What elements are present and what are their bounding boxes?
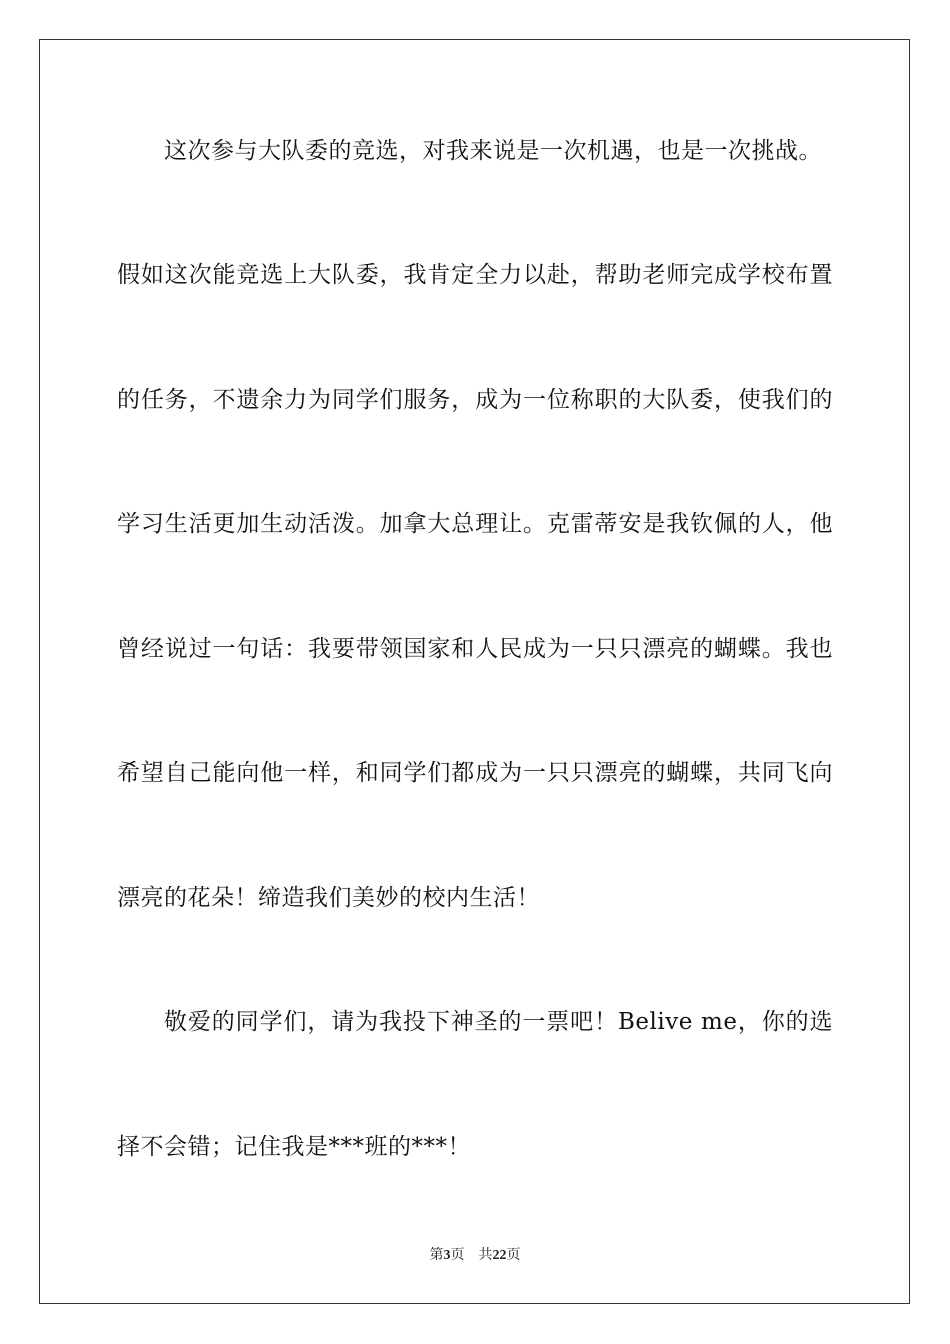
page-footer	[0, 1247, 950, 1265]
paragraph-1-line-3: 的任务，不遗余力为同学们服务，成为一位称职的大队委，使我们的	[117, 387, 833, 413]
page-border	[39, 39, 910, 1304]
total-prefix: 共	[478, 1248, 493, 1263]
page-suffix: 页	[450, 1248, 465, 1263]
page-prefix: 第	[429, 1248, 444, 1263]
total-pages: 22	[492, 1248, 507, 1263]
paragraph-1-line-5: 曾经说过一句话：我要带领国家和人民成为一只只漂亮的蝴蝶。我也	[117, 636, 833, 662]
paragraph-1-line-7: 漂亮的花朵！缔造我们美妙的校内生活！	[117, 885, 540, 911]
paragraph-1-line-4: 学习生活更加生动活泼。加拿大总理让。克雷蒂安是我钦佩的人，他	[117, 511, 833, 537]
paragraph-1-line-2: 假如这次能竞选上大队委，我肯定全力以赴，帮助老师完成学校布置	[117, 262, 833, 288]
total-suffix: 页	[506, 1248, 521, 1263]
paragraph-1-line-1: 这次参与大队委的竞选，对我来说是一次机遇，也是一次挑战。	[164, 138, 822, 164]
page-number: 3	[443, 1248, 451, 1263]
paragraph-1-line-6: 希望自己能向他一样，和同学们都成为一只只漂亮的蝴蝶，共同飞向	[117, 760, 833, 786]
paragraph-2-line-2: 择不会错；记住我是***班的***！	[117, 1134, 471, 1160]
paragraph-2-line-1: 敬爱的同学们，请为我投下神圣的一票吧！Belive me，你的选	[164, 1009, 833, 1035]
